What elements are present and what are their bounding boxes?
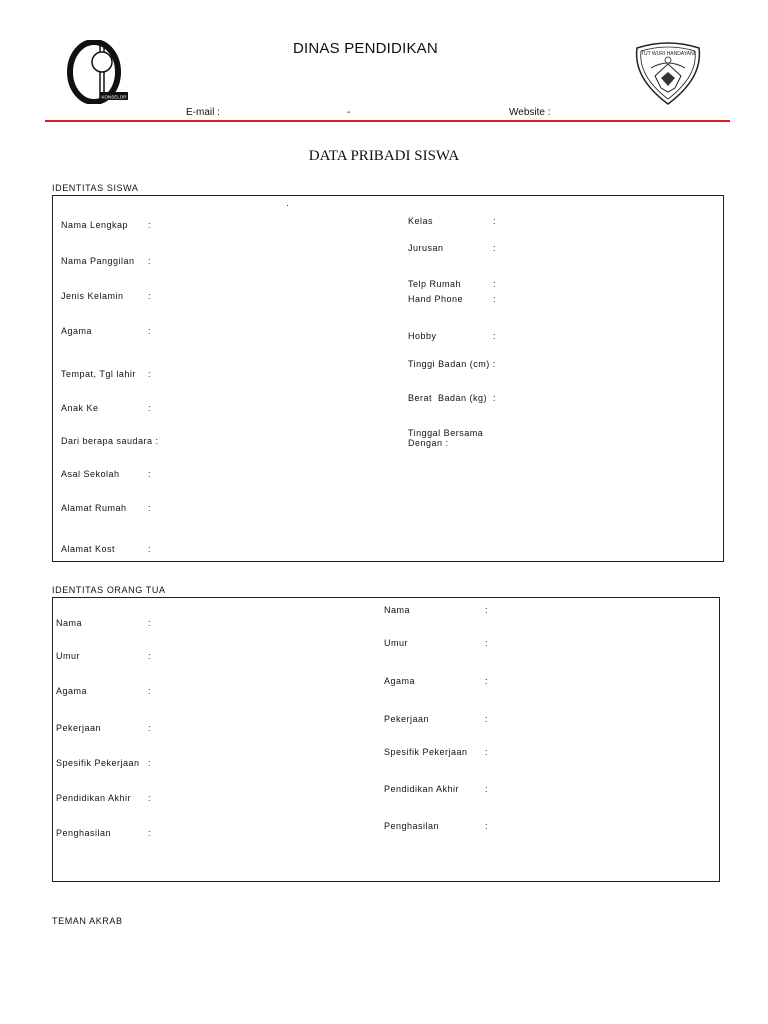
father-field-colon: : bbox=[148, 758, 151, 768]
father-field-label: Nama bbox=[56, 618, 83, 628]
father-field-colon: : bbox=[148, 618, 151, 628]
mother-field-colon: : bbox=[485, 747, 488, 757]
student-field-right-label: Hobby bbox=[408, 331, 437, 341]
student-section-label: IDENTITAS SISWA bbox=[52, 183, 139, 193]
student-field-label: Alamat Kost bbox=[61, 544, 116, 554]
document-title: DATA PRIBADI SISWA bbox=[308, 148, 460, 164]
mother-field-label: Pekerjaan bbox=[384, 714, 430, 724]
student-field-colon: : bbox=[148, 544, 151, 554]
mother-field-colon: : bbox=[485, 605, 488, 615]
konselor-logo bbox=[66, 40, 130, 104]
father-field-label: Pekerjaan bbox=[56, 723, 102, 733]
student-field-right-label: Kelas bbox=[408, 216, 434, 226]
father-field-label: Agama bbox=[56, 686, 88, 696]
student-field-label: Anak Ke bbox=[61, 403, 99, 413]
father-field-label: Umur bbox=[56, 651, 80, 661]
mother-field-colon: : bbox=[485, 676, 488, 686]
mother-field-colon: : bbox=[485, 638, 488, 648]
student-field-right-label: Tinggi Badan (cm) : bbox=[408, 359, 496, 369]
father-field-colon: : bbox=[148, 686, 151, 696]
student-field-right-colon: : bbox=[493, 294, 496, 304]
student-identity-box bbox=[52, 195, 724, 562]
student-field-label: Asal Sekolah bbox=[61, 469, 120, 479]
student-field-label: Agama bbox=[61, 326, 93, 336]
student-field-label: Jenis Kelamin bbox=[61, 291, 124, 301]
student-field-colon: : bbox=[148, 291, 151, 301]
mother-field-label: Agama bbox=[384, 676, 416, 686]
mother-field-label: Nama bbox=[384, 605, 411, 615]
konselor-logo-text: KONSELOR bbox=[101, 94, 127, 100]
student-field-right-label: Jurusan bbox=[408, 243, 444, 253]
father-field-colon: : bbox=[148, 828, 151, 838]
student-field-right-label: Tinggal Bersama Dengan : bbox=[408, 428, 484, 448]
student-field-right-colon: : bbox=[493, 216, 496, 226]
parent-section-label: IDENTITAS ORANG TUA bbox=[52, 585, 166, 595]
contact-separator: - bbox=[347, 107, 351, 118]
stray-dot: · bbox=[286, 200, 289, 210]
emblem-motto: TUT WURI HANDAYANI bbox=[640, 51, 696, 57]
student-field-right-colon: : bbox=[493, 243, 496, 253]
student-field-right-colon: : bbox=[493, 331, 496, 341]
student-field-right-colon: : bbox=[493, 393, 496, 403]
student-field-colon: : bbox=[148, 256, 151, 266]
mother-field-label: Penghasilan bbox=[384, 821, 440, 831]
student-field-colon: : bbox=[148, 326, 151, 336]
student-field-right-label: Telp Rumah bbox=[408, 279, 462, 289]
mother-field-label: Umur bbox=[384, 638, 408, 648]
student-field-label: Nama Panggilan bbox=[61, 256, 135, 266]
mother-field-label: Spesifik Pekerjaan bbox=[384, 747, 468, 757]
father-field-colon: : bbox=[148, 723, 151, 733]
father-field-label: Spesifik Pekerjaan bbox=[56, 758, 140, 768]
agency-name: DINAS PENDIDIKAN bbox=[293, 40, 438, 57]
father-field-label: Pendidikan Akhir bbox=[56, 793, 132, 803]
student-field-label: Alamat Rumah bbox=[61, 503, 127, 513]
email-label: E-mail : bbox=[186, 107, 220, 118]
website-label: Website : bbox=[509, 107, 551, 118]
student-field-colon: : bbox=[148, 503, 151, 513]
student-field-colon: : bbox=[148, 469, 151, 479]
student-field-right-label: Hand Phone bbox=[408, 294, 464, 304]
student-field-colon: : bbox=[148, 403, 151, 413]
student-field-colon: : bbox=[148, 369, 151, 379]
father-field-colon: : bbox=[148, 651, 151, 661]
father-field-colon: : bbox=[148, 793, 151, 803]
student-field-colon: : bbox=[148, 220, 151, 230]
mother-field-colon: : bbox=[485, 784, 488, 794]
father-field-label: Penghasilan bbox=[56, 828, 112, 838]
student-field-right-label: Berat Badan (kg) bbox=[408, 393, 488, 403]
mother-field-label: Pendidikan Akhir bbox=[384, 784, 460, 794]
student-field-label: Nama Lengkap bbox=[61, 220, 129, 230]
student-field-label: Tempat, Tgl lahir bbox=[61, 369, 136, 379]
tut-wuri-handayani-emblem bbox=[631, 38, 705, 106]
student-field-right-colon: : bbox=[493, 279, 496, 289]
header-divider bbox=[45, 120, 730, 122]
student-field-label: Dari berapa saudara : bbox=[61, 436, 159, 446]
mother-field-colon: : bbox=[485, 714, 488, 724]
friend-section-label: TEMAN AKRAB bbox=[52, 916, 123, 926]
mother-field-colon: : bbox=[485, 821, 488, 831]
